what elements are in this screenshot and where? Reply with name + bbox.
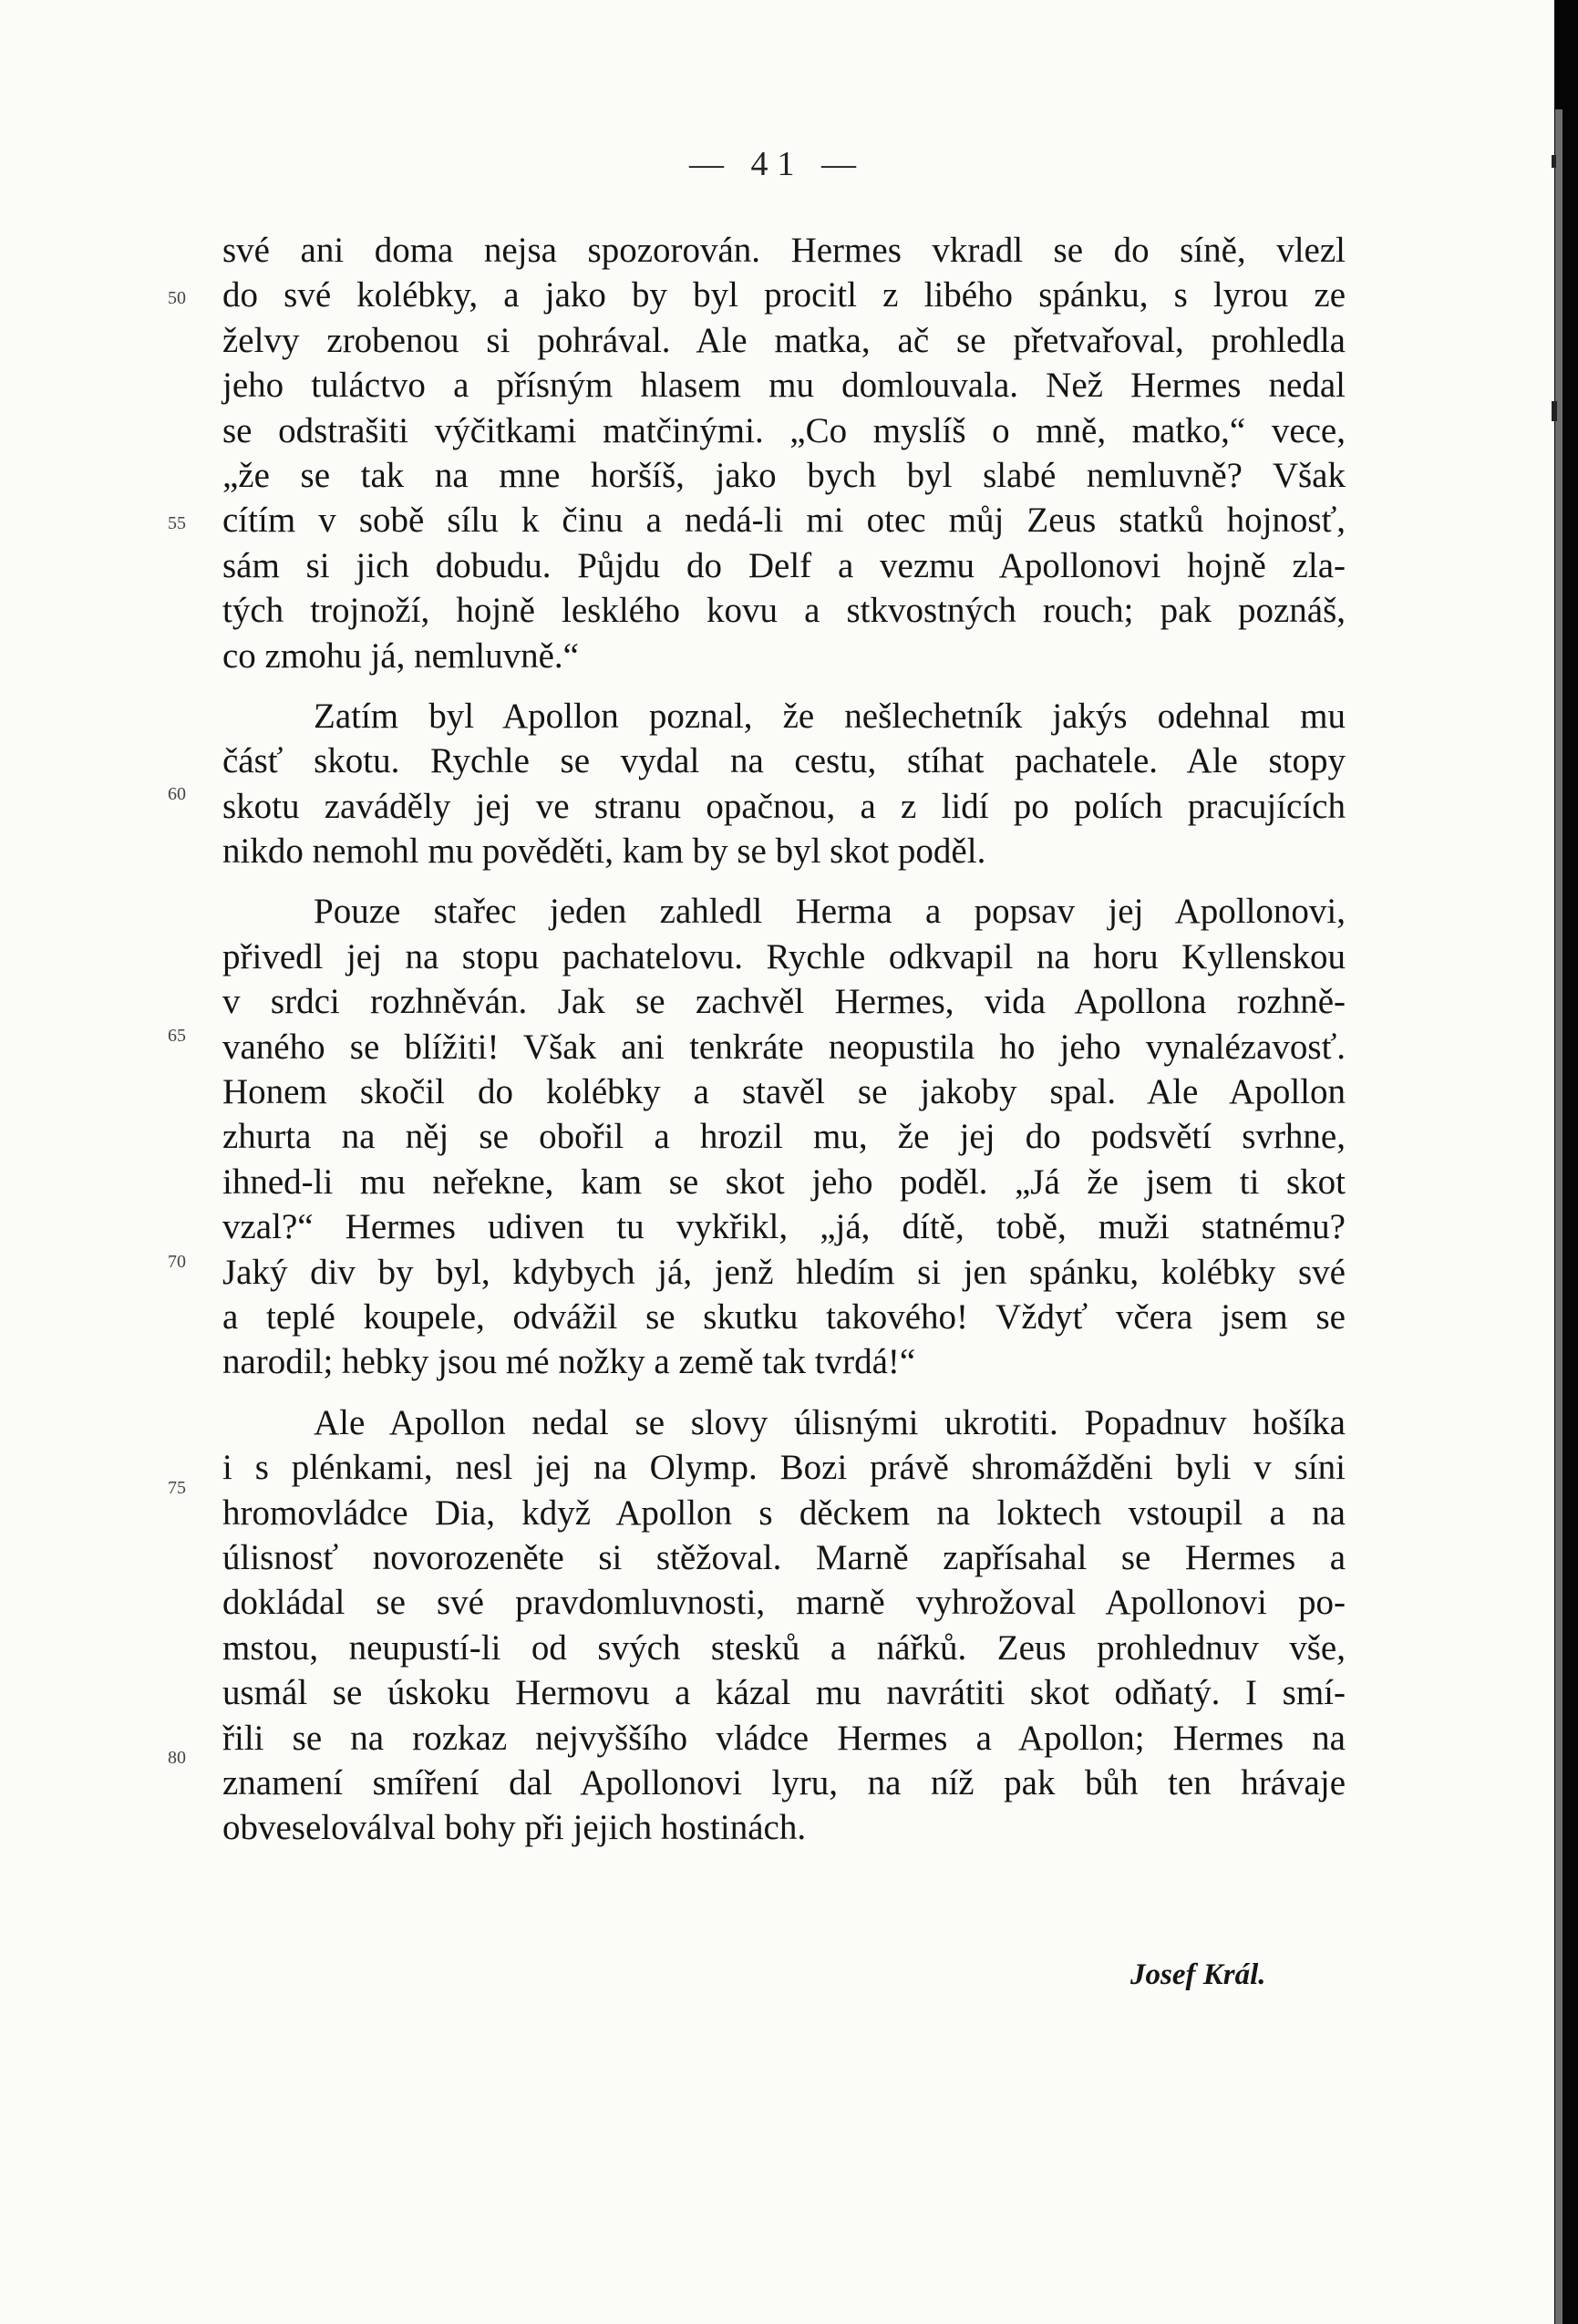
text-line: znamení smíření dal Apollonovi lyru, na níž pak bůh ten hrávaje — [222, 1762, 1346, 1802]
scan-edge-inner — [1555, 109, 1563, 2324]
text-line: přivedl jej na stopu pachatelovu. Rychle odkvapil na horu Kyllenskou — [222, 936, 1346, 976]
text-line: se odstrašiti výčitkami matčinými. „Co myslíš o mně, matko,“ vece, — [222, 410, 1346, 450]
text-line: co zmohu já, nemluvně.“ — [222, 635, 579, 676]
line-number-65: 65 — [168, 1026, 186, 1046]
paragraph-3 — [222, 889, 1346, 1384]
text-line: Jaký div by byl, kdybych já, jenž hledím si jen spánku, kolébky své — [222, 1252, 1346, 1292]
body-text — [222, 228, 1346, 1851]
line-number-55: 55 — [168, 513, 186, 533]
text-line: své ani doma nejsa spozorován. Hermes vkradl se do síně, vlezl — [222, 231, 1346, 270]
text-line: cítím v sobě sílu k činu a nedá-li mi otec můj Zeus statků hojnosť, — [222, 501, 1346, 541]
text-line: Zatím byl Apollon poznal, že nešlechetník jakýs odehnal mu — [314, 696, 1346, 736]
text-line: hromovládce Dia, když Apollon s děckem na loktech vstoupil a na — [222, 1493, 1346, 1533]
text-line: želvy zrobenou si pohrával. Ale matka, ač se přetvařoval, prohledla — [222, 320, 1346, 360]
text-line: vzal?“ Hermes udiven tu vykřikl, „já, dítě, tobě, muži statnému? — [222, 1207, 1346, 1247]
paragraph-4 — [222, 1400, 1346, 1851]
text-line: ihned-li mu neřekne, kam se skot jeho poděl. „Já že jsem ti skot — [222, 1162, 1346, 1202]
text-line: usmál se úskoku Hermovu a kázal mu navrátiti skot odňatý. I smí- — [222, 1673, 1346, 1713]
text-line: zhurta na něj se obořil a hrozil mu, že jej do podsvětí svrhne, — [222, 1117, 1346, 1157]
text-line: sám si jich dobudu. Půjdu do Delf a vezmu Apollonovi hojně zla- — [222, 545, 1346, 585]
text-line: nikdo nemohl mu pověděti, kam by se byl skot poděl. — [222, 831, 986, 872]
text-line: mstou, neupustí-li od svých stesků a nářků. Zeus prohlednuv vše, — [222, 1627, 1346, 1668]
paragraph-2 — [222, 694, 1346, 874]
line-number-80: 80 — [168, 1748, 186, 1768]
text-line: „že se tak na mne horšíš, jako bych byl slabé nemluvně? Však — [222, 455, 1346, 495]
text-line: úlisnosť novorozeněte si stěžoval. Marně zapřísahal se Hermes a — [222, 1537, 1346, 1577]
text-line: Pouze stařec jeden zahledl Herma a popsav jej Apollonovi, — [314, 892, 1346, 932]
line-number-75: 75 — [168, 1478, 186, 1498]
line-number-50: 50 — [168, 288, 186, 308]
text-line: obveseloválval bohy při jejich hostinách. — [222, 1808, 807, 1848]
text-line: Ale Apollon nedal se slovy úlisnými ukrotiti. Popadnuv hošíka — [314, 1402, 1346, 1442]
text-line: a teplé koupele, odvážil se skutku takového! Vždyť včera jsem se — [222, 1296, 1346, 1337]
text-line: jeho tuláctvo a přísným hlasem mu domlouvala. Než Hermes nedal — [222, 366, 1346, 406]
text-line: i s plénkami, nesl jej na Olymp. Bozi právě shromážděni byli v síni — [222, 1448, 1346, 1488]
text-line: dokládal se své pravdomluvnosti, marně vyhrožoval Apollonovi po- — [222, 1583, 1346, 1623]
text-line: čásť skotu. Rychle se vydal na cestu, stíhat pachatele. Ale stopy — [222, 741, 1346, 781]
text-line: v srdci rozhněván. Jak se zachvěl Hermes, vida Apollona rozhně- — [222, 982, 1346, 1022]
text-line: narodil; hebky jsou mé nožky a země tak tvrdá!“ — [222, 1342, 916, 1382]
text-line: tých trojnoží, hojně lesklého kovu a stkvostných rouch; pak poznáš, — [222, 591, 1346, 631]
author-signature: Josef Král. — [1130, 1958, 1266, 1991]
text-line: Honem skočil do kolébky a stavěl se jakoby spal. Ale Apollon — [222, 1072, 1346, 1112]
scan-mark — [1552, 155, 1556, 168]
text-line: skotu zaváděly jej ve stranu opačnou, a z lidí po polích pracujících — [222, 786, 1346, 826]
text-line: řili se na rozkaz nejvyššího vládce Hermes a Apollon; Hermes na — [222, 1718, 1346, 1758]
line-number-70: 70 — [168, 1252, 186, 1272]
text-line: do své kolébky, a jako by byl procitl z libého spánku, s lyrou ze — [222, 275, 1346, 315]
line-number-60: 60 — [168, 784, 186, 804]
scan-mark — [1552, 401, 1557, 421]
paragraph-1 — [222, 228, 1346, 678]
page-header: — 41 — — [689, 145, 865, 183]
text-line: vaného se blížiti! Však ani tenkráte neopustila ho jeho vynalézavosť. — [222, 1027, 1346, 1067]
